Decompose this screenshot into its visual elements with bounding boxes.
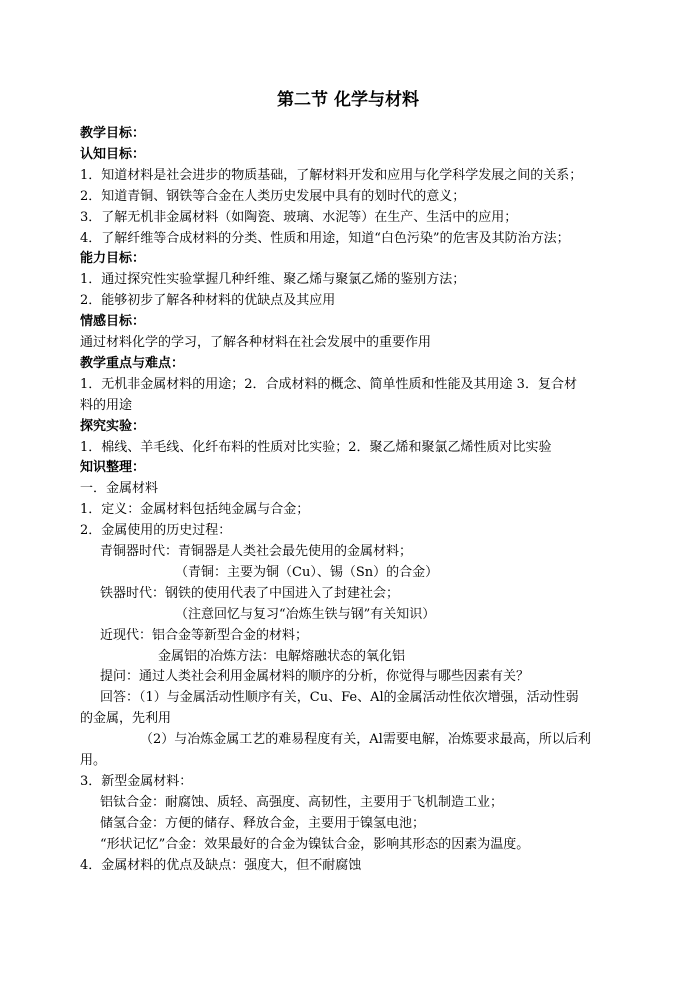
text-line: 通过材料化学的学习，了解各种材料在社会发展中的重要作用: [80, 335, 432, 350]
text-line: 回答：（1）与金属活动性顺序有关，Cu、Fe、Al的金属活动性依次增强，活动性弱: [100, 690, 579, 705]
text-line: “形状记忆”合金：效果最好的合金为镍钛合金，影响其形态的因素为温度。: [100, 837, 530, 852]
text-line: 用。: [80, 753, 107, 768]
section-heading: 知识整理：: [80, 460, 146, 475]
text-line: 1．无机非金属材料的用途；2．合成材料的概念、简单性质和性能及其用途 3．复合材: [80, 377, 577, 392]
text-line: 3．了解无机非金属材料（如陶瓷、玻璃、水泥等）在生产、生活中的应用；: [80, 210, 518, 225]
text-line: 1．知道材料是社会进步的物质基础，了解材料开发和应用与化学科学发展之间的关系；: [80, 168, 583, 183]
text-line: 青铜器时代：青铜器是人类社会最先使用的金属材料；: [100, 544, 413, 559]
text-line: 提问：通过人类社会利用金属材料的顺序的分析，你觉得与哪些因素有关？: [100, 669, 530, 684]
text-line: 3．新型金属材料：: [80, 774, 193, 789]
text-line: 近现代：铝合金等新型合金的材料；: [100, 628, 309, 643]
section-heading: 情感目标：: [80, 314, 146, 329]
text-line: 1．定义：金属材料包括纯金属与合金；: [80, 502, 310, 517]
page-title: 第二节 化学与材料: [277, 90, 419, 110]
section-heading: 认知目标：: [80, 147, 146, 162]
text-line: 铝钛合金：耐腐蚀、质轻、高强度、高韧性，主要用于飞机制造工业；: [100, 795, 504, 810]
text-line: 铁器时代：钢铁的使用代表了中国进入了封建社会；: [100, 586, 400, 601]
text-line: 料的用途: [80, 398, 133, 413]
section-heading: 能力目标：: [80, 251, 146, 266]
text-line: 金属铝的冶炼方法：电解熔融状态的氧化铝: [158, 649, 406, 664]
text-line: 4．了解纤维等合成材料的分类、性质和用途，知道“白色污染”的危害及其防治方法；: [80, 231, 570, 246]
text-line: 2．能够初步了解各种材料的优缺点及其应用: [80, 293, 336, 308]
text-line: 4．金属材料的优点及缺点：强度大，但不耐腐蚀: [80, 858, 362, 873]
text-line: 储氢合金：方便的储存、释放合金，主要用于镍氢电池；: [100, 816, 426, 831]
text-line: 2．知道青铜、钢铁等合金在人类历史发展中具有的划时代的意义；: [80, 189, 466, 204]
section-heading: 教学重点与难点：: [80, 356, 185, 371]
text-line: 的金属，先利用: [80, 711, 172, 726]
text-line: 1．棉线、羊毛线、化纤布料的性质对比实验；2．聚乙烯和聚氯乙烯性质对比实验: [80, 440, 552, 455]
text-line: 一．金属材料: [80, 481, 159, 496]
text-line: 1．通过探究性实验掌握几种纤维、聚乙烯与聚氯乙烯的鉴别方法；: [80, 272, 466, 287]
text-line: （注意回忆与复习“冶炼生铁与钢”有关知识）: [175, 607, 436, 622]
text-line: 2．金属使用的历史过程：: [80, 523, 232, 538]
text-line: （青铜：主要为铜（Cu）、锡（Sn）的合金）: [175, 565, 439, 580]
section-heading: 教学目标：: [80, 126, 146, 141]
section-heading: 探究实验：: [80, 419, 146, 434]
text-line: （2）与冶炼金属工艺的难易程度有关，Al需要电解，冶炼要求最高，所以后利: [140, 732, 591, 747]
